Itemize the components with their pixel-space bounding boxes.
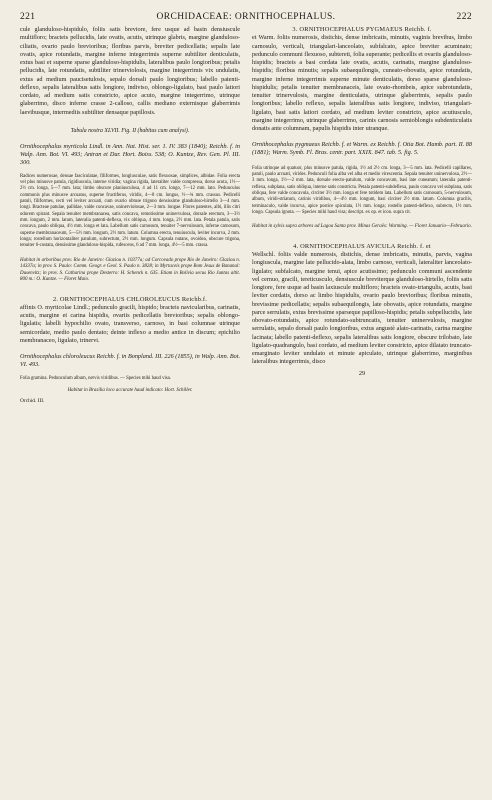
signature-mark: 29: [358, 369, 366, 377]
plate-reference: Tabula nostra XLVII. Fig. II (habitus cum analysi).: [70, 127, 190, 134]
habitat-locality: Habitat in arboribus prov. Rio de Janeiro: Glaziou n. 10377a; ad Corcovado prope Rio de Janeiro: Glaziou n. 14337a; in prov. S. Paulo: Comm. Geogr. e Geol. S. Paulo n. 3828; in Myrtaceis prope Bom Jesus de Bananal: Dusenvitz; in prov. S. Catharina prope Desterro: H. Schenck n. 635. Etiam in Bolivia secus Rio Juntas altit. 800 m.: O. Kuntze. — Floret Maio.: [20, 257, 240, 283]
synonymy-citation: Ornithocephalus chloroleucus Reichb. f. in Bonpland. III. 226 (1855), in Walp. Ann. Bot. VI. 493.: [20, 353, 240, 369]
page-header: [16, 10, 476, 26]
footer-volume: Orchid. III.: [20, 398, 45, 405]
habitat-locality: Habitat in Brasilia loco accurate haud indicato: Hort. Schiller.: [67, 387, 193, 393]
page-number-right: 222: [456, 12, 472, 22]
habitat-locality: Habitat in sylvis supra arbores ad Lagoa Santa prov. Minas Geraës: Warming. — Floret Januario—Februario.: [252, 224, 472, 230]
paragraph-description: Wellschl. foliis valde numerosis, distichis, dense imbricatis, minutis, parvis, vagina longiuscula, margine late pellucido-alata, limbo carnoso, verticali, lateraliter lanceolato-ligulato; subfalcato, margine tenui, apice acutissimo; pedunculo communi ascendente vel cernuo, gracili, tereticusculo, densiuscule breviterque glanduloso-hirtello, foliis satis longiore, fere usque ad basin laxiuscule multifloro; bracteis ovato-triangulis, acutis, basi leviter cordatis, dorso ac limbo hispidulis, ovario paulo brevioribus; floribus minutis, brevissime pedicellatis; sepalis subaequilongis, late obovatis, apice rotundatis, margine parce serrulatis, extus brevissime sparseque papilloso-hispidis; petalis subpellucidis, late obovato-rotundatis, apice rotundato-subtruncatis, tenuiter uninervulosis, margine serrulatis, sepalo dorsali paulo longioribus, extus angustè alato-carinatis, carina margine lacinata; labello patenti-deflexo, sepalis lateralibus satis longiore, obscure trilobato, late ligulato-quadrangulo, basi cordato, ad medium leviter constricto, apice dilatato truncato-emarginato leviter undulato et minute apiculato, utrinque glaberrimo, marginibus lateralibus integerrimis, disco: [252, 251, 472, 366]
page-number-left: 221: [20, 12, 36, 22]
running-title: ORCHIDACEAE: ORNITHOCEPHALUS.: [156, 12, 336, 22]
species-heading: 2. ORNITHOCEPHALUS CHLOROLEUCUS Reichb.f.: [52, 295, 208, 303]
paragraph-description: cule glanduloso-hispidulo, foliis satis breviore, fere usque ad basin densiuscule multifloro; bracteis pellucidis, late ovatis, acutis, utrinque glabris, margine glanduloso-ciliatis, ovario paulo brevioribus; floribus parvis, breviter pedicellatis; sepalis late ovatis, apice rotundatis, margine inferne integerrimis superne subtiliter denticulatis, extus basi et superne sparse glanduloso-hispidulis, lateralibus paulo longioribus; petalis pellucidis, late rotundatis, subtiliter trinerviolosis, margine integerrimis vix undulatis, extus ad medium paucisetulosis, sepalo dorsali paulo longioribus; labello patenti-deflexo, sepalis lateralibus satis longiore, indiviso, oblongo-ligulato, basi paulo latiori cordato, ad medium satis constricto, apice acuto, margine integerrimo, utrinque glaberrimo, disco inferne crasse 2-calloso, callis mediano externisque glaberrimis laevibusque, intermediis subtiliter densaque papillosis.: [20, 26, 240, 116]
paragraph-description: et Warm. foliis numerosis, distichis, dense imbricatis, minutis, vaginis brevibus, limbo carnosulo, verticali, triangulari-lanceolato, subfalcato, apice breviter acuminato; pedunculo communi flexuoso, subtereti, folia superante; pedicellis et ovariis glanduloso-hispidis; bracteis a basi cordata late ovatis, acutis, carinatis, margine glanduloso-hispidis; floribus minutis; sepalis subaequilongis, cuneato-obovatis, apice rotundatis, margine inferne integerrimis superne minute denticulatis, dorso sparse glanduloso-hispidulis; petalis tenuiter membranaceis, late ovato-rhombeis, apice subrotundatis, tenuiter trinervulosis, margine denticulatis, utrinque glaberrimis, sepalis paulo longioribus; labello reflexo, sepalis lateralibus satis longiore, indiviso, triangulari-ligulato, basi satis latiori cordato, ad medium leviter constricto, apice acutiusculo, margine integerrimo, utrinque glaberrimo, carinis carnosis semioblongis subdenticulatis donatis ante columnam, papulis hispidis inter utranque.: [252, 34, 472, 132]
paragraph-detailed-description: Folia utrinque ad quatuor, plus minusve patula, rigida, 1½ ad 2½ cm. longa, 3—5 mm. lata. Pedicelli capillares, patuli, paulo arcuati, virides. Pedunculi folia alba vel alba et medio virescentia. Sepala tenuiter uninervulosa, 2½—3 mm. longa, 1½—2 mm. lata, dorsale erecto-patulum, valde concavum, basi late cuneatum; lateralia patenti-reflexa, subplana, satis obliqua, interne satis constricta. Petala patenti-subdeflexa, paulo concava vel subplana, satis obliqua, fere valde concavula, circiter 3½ mm. longa et fere totidem lata. Labellum satis carnosum, 5-nervulosum, album, viridi-striatum, carinis viridibus, 4—4½ mm. longum, basi circiter 2½ mm. latum. Columna gracilis, terminaculo, valde incurva, apice postice spiculata, 1½ mm. longa; rostello patenti-deflexo, subrecto, 1½ mm. longo. Capsula ignota. — Species mihi haud visa; descript. ex op. et icon. supra cit.: [252, 165, 472, 216]
paragraph-detailed-description: Folia gramina. Pedunculum album, nervis viridibus. — Species mihi haud visa.: [20, 375, 171, 381]
left-column: [20, 26, 240, 794]
species-heading: 3. ORNITHOCEPHALUS PYGMAEUS Reichb. f.: [292, 26, 432, 33]
synonymy-citation: Ornithocephalus myrticola Lindl. in Ann. Nat. Hist. ser. 1. IV. 383 (1840); Reichb. f. in Walp. Ann. Bot. VI. 493; Antran et Dur. Hort. Boiss. 538; O. Kuntze, Rev. Gen. Pl. III. 300.: [20, 143, 240, 167]
text-columns: [20, 26, 472, 794]
species-heading: 4. ORNITHOCEPHALUS AVICULA Reichb. f. et: [293, 242, 431, 250]
paragraph-detailed-description: Radices numerosae, densae fasciculatae, filiformes, longiusculae, satis flexuosae, simplices, albidae. Folia erecta vel plus minusve patula, rigidiuscula, interne viridia; vagina rigida, lateraliter valde compressa, dorso acuta, 1½—2½ cm. longa, 5—7 mm. lata; limbo obscure planiusculosa, 4 ad 11 cm. longo, 7—12 mm. lato. Pedunculus communis plus minusve arcuatus, superne fructiferus, viridis, 4—8 cm. longus, ½—¾ mm. crassus. Pedicelli patuli, filiformes, recti vel leviter arcuati, cum ovario obtuse trigono densissime glanduloso-hirtello 3—4 mm. longi. Bracteae patulae, pallidae, valde concavae, uninerviolosae, 2—3 mm. longae. Flores patentes, albi, illis citri odorem spirant. Sepala tenuiter membranacea, satis concava, remotissime uninervulosa, dorsale erectum, 3—3½ mm. longum, 2 mm. latum, lateralia patenti-deflexa, vix obliqua, 4 mm. longa, 2½ mm. lata. Petala patula, satis concava, paulo obliqua, 4½ mm. longa et lata. Labellum satis carnosum, tenuiter 7-nervulosum, inferne carnosum, superne membranaceum, 5—5½ mm. longum, 2½ mm. latum. Columna erecta, tenuiuscula, leviter incurva, 2 mm. longa; rostellum horizontaliter patulum, subrectum, 2½ mm. longum. Capsula nutans, ovoidea, obscure trigona, tenuiter 6-costata, densissime glanduloso-hispida, rufescens, 6 ad 7 mm. longa, 4½—5 mm. crassa.: [20, 173, 240, 249]
synonymy-citation: Ornithocephalus pygmaeus Reichb. f. et Warm. ex Reichb. f. Otia Bot. Hamb. part. II. 88 (1881); Warm. Symb. Fl. Bras. centr. part. XXIX. 847. tab. 5. fig. 5.: [252, 141, 472, 157]
right-column: [252, 26, 472, 794]
paragraph-description: affinis O. myrticolae Lindl.; pedunculo gracili, hispido; bracteis navicularibus, carinatis, acutis, margine et carina hispidis, ovariis pedicellatis brevioribus; sepalis oblongo-ligulatis; labelli hypochilio ovato, transverso, carnoso, in basi columnae utrinque semicordate, medio paulo dentato; deinte inflexo a medio antice in discum; epichilio membranaceo, ligulato, trinervi.: [20, 303, 240, 344]
